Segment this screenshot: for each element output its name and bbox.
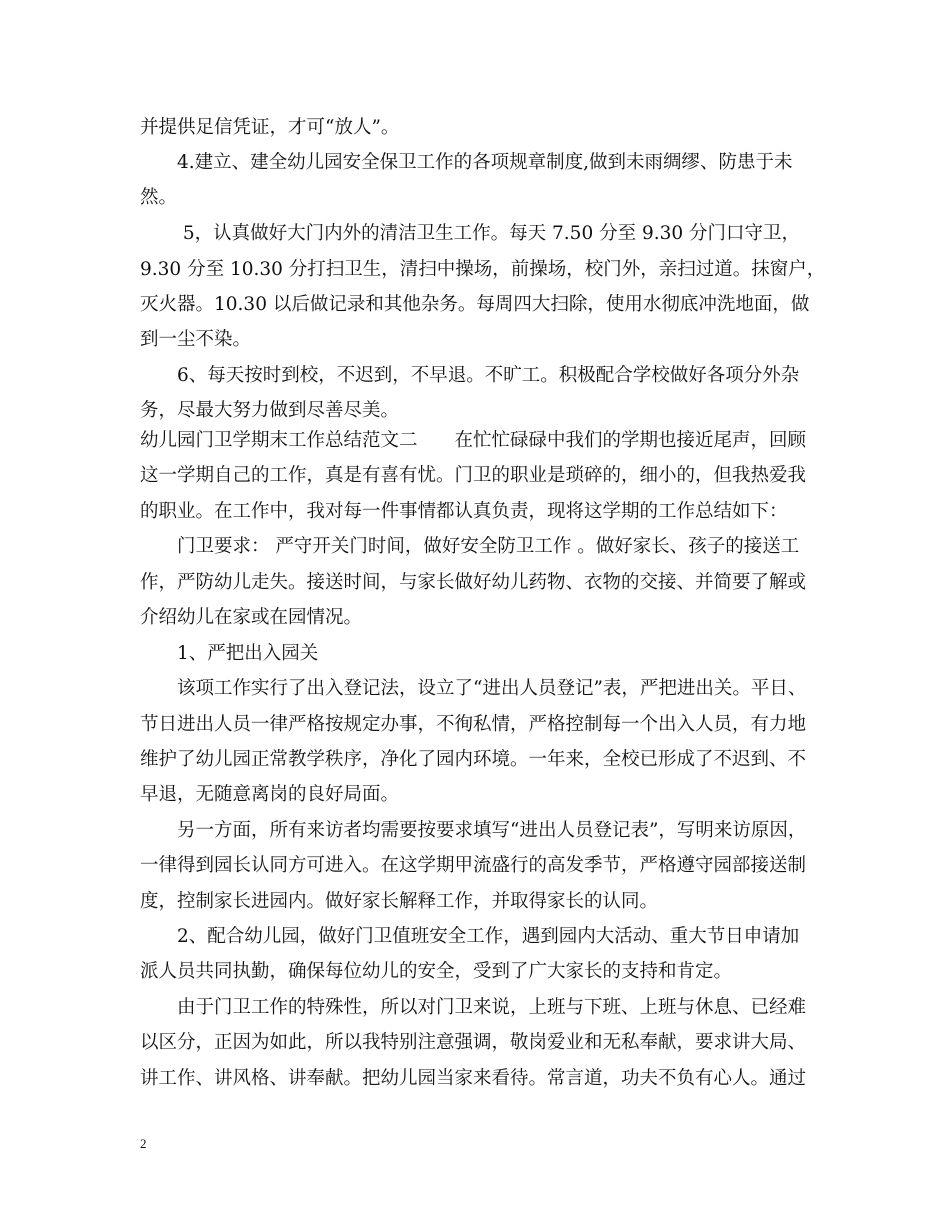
text-line: 1、严把出入园关 xyxy=(140,643,319,664)
text-line: 4.建立、建全幼儿园安全保卫工作的各项规章制度,做到未雨绸缪、防患于未 xyxy=(140,152,793,173)
text-line: 6、每天按时到校，不迟到，不早退。不旷工。积极配合学校做好各项分外杂 xyxy=(140,365,800,386)
text-line: 2、配合幼儿园，做好门卫值班安全工作，遇到园内大活动、重大节日申请加 xyxy=(140,926,800,947)
text-line: 幼儿园门卫学期末工作总结范文二 在忙忙碌碌中我们的学期也接近尾声，回顾 xyxy=(140,430,807,451)
text-line: 介绍幼儿在家或在园情况。 xyxy=(140,607,363,628)
text-line: 节日进出人员一律严格按规定办事，不徇私情，严格控制每一个出入人员，有力地 xyxy=(140,714,807,735)
text-line: 一律得到园长认同方可进入。在这学期甲流盛行的高发季节，严格遵守园部接送制 xyxy=(140,855,807,876)
text-line: 该项工作实行了出入登记法，设立了“进出人员登记”表，严把进出关。平日、 xyxy=(140,678,807,699)
text-line: 务，尽最大努力做到尽善尽美。 xyxy=(140,400,400,421)
text-line: 这一学期自己的工作，真是有喜有忧。门卫的职业是琐碎的，细小的，但我热爱我 xyxy=(140,465,807,486)
text-line: 讲工作、讲风格、讲奉献。把幼儿园当家来看待。常言道，功夫不负有心人。通过 xyxy=(140,1068,807,1089)
text-line: 然。 xyxy=(140,187,178,208)
text-line: 到一尘不染。 xyxy=(140,329,252,350)
text-line: 9.30 分至 10.30 分打扫卫生，清扫中操场，前操场，校门外，亲扫过道。抹窗户， xyxy=(140,259,826,280)
text-line: 以区分，正因为如此，所以我特别注意强调，敬岗爱业和无私奉献，要求讲大局、 xyxy=(140,1032,807,1053)
page-number: 2 xyxy=(140,1136,147,1151)
text-line: 由于门卫工作的特殊性，所以对门卫来说，上班与下班、上班与休息、已经难 xyxy=(140,997,807,1018)
text-line: 另一方面，所有来访者均需要按要求填写“进出人员登记表”，写明来访原因， xyxy=(140,820,807,841)
text-line: 作，严防幼儿走失。接送时间，与家长做好幼儿药物、衣物的交接、并简要了解或 xyxy=(140,572,807,593)
text-line: 灭火器。10.30 以后做记录和其他杂务。每周四大扫除，使用水彻底冲洗地面，做 xyxy=(140,294,810,315)
text-line: 派人员共同执勤，确保每位幼儿的安全，受到了广大家长的支持和肯定。 xyxy=(140,961,733,982)
text-line: 门卫要求： 严守开关门时间，做好安全防卫工作 。做好家长、孩子的接送工 xyxy=(140,536,800,557)
text-line: 度，控制家长进园内。做好家长解释工作，并取得家长的认同。 xyxy=(140,891,659,912)
text-line: 早退，无随意离岗的良好局面。 xyxy=(140,784,400,805)
text-line: 维护了幼儿园正常教学秩序，净化了园内环境。一年来，全校已形成了不迟到、不 xyxy=(140,749,807,770)
text-line: 5，认真做好大门内外的清洁卫生工作。每天 7.50 分至 9.30 分门口守卫， xyxy=(140,223,801,244)
text-line: 并提供足信凭证，才可“放人”。 xyxy=(140,117,400,138)
text-line: 的职业。在工作中，我对每一件事情都认真负责，现将这学期的工作总结如下： xyxy=(140,501,788,522)
